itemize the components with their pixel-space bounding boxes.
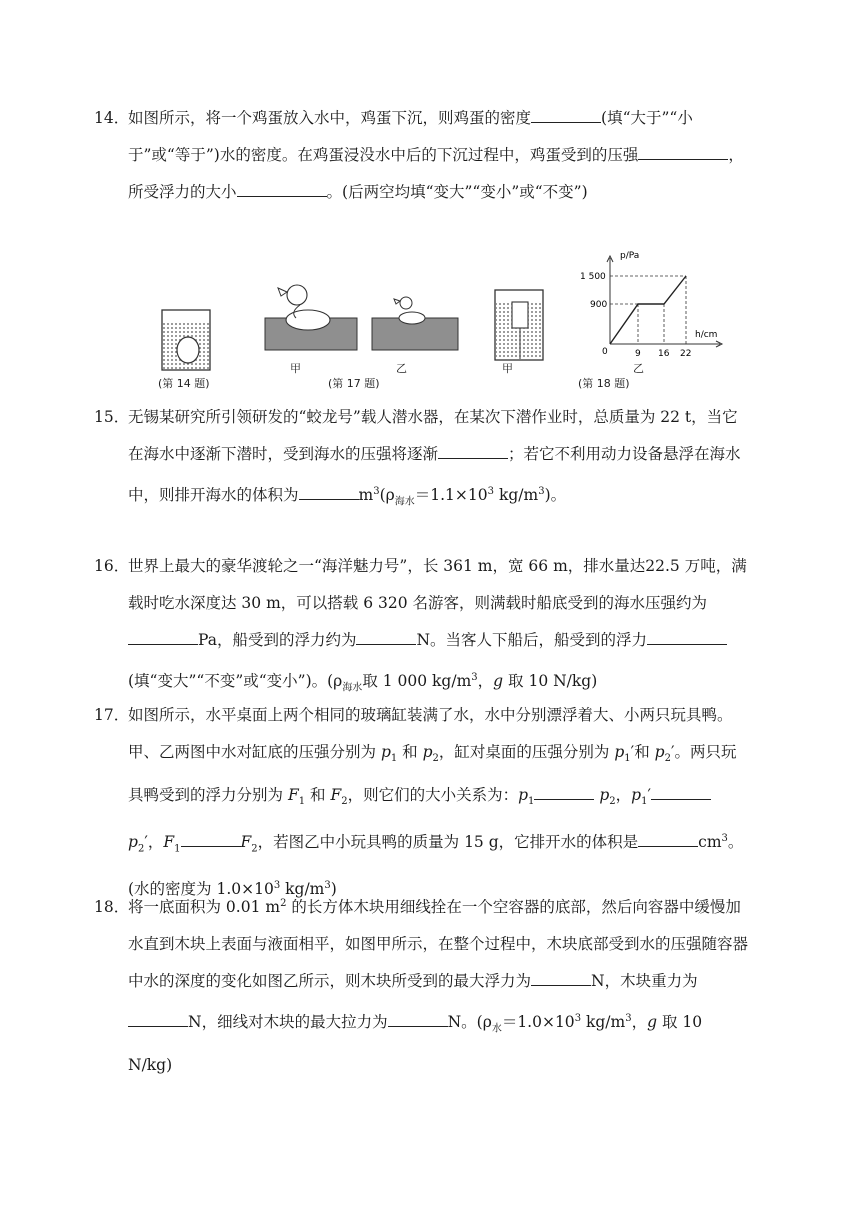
question-16 (94, 548, 748, 706)
subscript: 2 (137, 843, 145, 855)
question-number: 14． (94, 109, 130, 127)
fig17-yi-label: 乙 (396, 362, 407, 375)
y-tick-1500: 1 500 (580, 272, 606, 282)
caption-fig14: (第 14 题) (158, 377, 210, 390)
formula-text: ， (631, 1013, 648, 1032)
answer-blank[interactable] (534, 781, 594, 800)
question-text: N，细线对木块的最大拉力为 (188, 1013, 388, 1032)
question-text: ，缸对桌面的压强分别为 (438, 743, 615, 761)
superscript: 3 (324, 880, 331, 892)
variable-p: p (599, 786, 610, 805)
formula-text: kg/m (494, 486, 539, 505)
x-axis-label: h/cm (695, 330, 718, 340)
x-tick-16: 16 (658, 349, 670, 359)
duck-tank-yi (372, 297, 458, 350)
superscript: 3 (721, 833, 728, 845)
formula-text: )。 (544, 486, 567, 505)
question-text: ，则它们的大小关系为： (347, 786, 519, 805)
beaker-egg-figure (162, 310, 210, 370)
question-text: 如图所示，将一个鸡蛋放入水中，鸡蛋下沉，则鸡蛋的密度 (128, 109, 532, 127)
pressure-line (610, 276, 686, 344)
question-text: 和 (305, 786, 331, 805)
question-text: ；若它不利用动力设备悬浮在海水中，则排开海水的体积为 (128, 445, 741, 505)
formula-text: N。(ρ (447, 1013, 492, 1032)
formula-text: 取 10 N/kg) (128, 1013, 703, 1075)
superscript: 3 (273, 880, 281, 892)
question-text: ，所受浮力的大小 (128, 146, 744, 201)
punctuation: ， (615, 786, 632, 805)
superscript: 3 (625, 1013, 632, 1025)
question-text: 世界上最大的豪华渡轮之一“海洋魅力号”，长 361 m，宽 66 m，排水量达22.5 万吨，满载时吃水深度达 30 m，可以搭载 6 320 名游客，则满载时船底受到的海水压强约为 (128, 557, 747, 612)
subscript: 1 (624, 753, 631, 765)
variable-p: p (128, 833, 138, 852)
variable-F: F (287, 786, 299, 805)
formula-text: ＝1.0×10 (501, 1013, 575, 1032)
question-text: (填“大于”“小于”或“等于”)水的密度。在鸡蛋浸没水中后的下沉过程中，鸡蛋受到的压强 (128, 109, 693, 164)
question-text: kg/m (280, 880, 325, 899)
question-text: 。(水的密度为 1.0×10 (128, 833, 744, 899)
answer-blank[interactable] (531, 104, 601, 123)
variable-p: p (422, 743, 433, 761)
superscript: 3 (487, 486, 495, 497)
x-tick-22: 22 (680, 349, 692, 359)
fig18-yi-label: 乙 (633, 362, 644, 375)
variable-g: g (493, 672, 504, 691)
question-text: (填“变大”“不变”或“变小”)。(ρ (128, 672, 343, 691)
question-text: N，木块重力为 (591, 972, 698, 991)
answer-blank[interactable] (128, 626, 198, 645)
formula-text: 取 1 000 kg/m (362, 672, 472, 691)
question-18 (94, 885, 749, 1084)
question-text: N。当客人下船后，船受到的浮力 (416, 631, 648, 649)
x-tick-9: 9 (635, 349, 641, 359)
subscript: 2 (609, 796, 616, 808)
variable-g: g (647, 1013, 658, 1032)
answer-blank[interactable] (128, 1008, 188, 1027)
answer-blank[interactable] (299, 481, 359, 500)
subscript: 1 (528, 796, 535, 808)
prime-mark: ′ (647, 786, 652, 805)
question-text: Pa，船受到的浮力约为 (198, 631, 357, 649)
formula-text: kg/m (581, 1013, 626, 1032)
egg-icon (177, 337, 199, 363)
duck-tank-jia (265, 285, 357, 350)
question-number: 18． (94, 898, 130, 917)
fig17-jia-label: 甲 (290, 362, 301, 375)
punctuation: ， (147, 833, 164, 852)
subscript: 2 (432, 753, 439, 765)
superscript: 3 (373, 486, 380, 497)
subscript: 1 (641, 796, 648, 808)
answer-blank[interactable] (638, 141, 728, 160)
question-text: 如图所示，水平桌面上两个相同的玻璃缸装满了水，水中分别漂浮着大、小两只玩具鸭。甲、乙两图中水对缸底的压强分别为 (128, 706, 733, 761)
variable-p: p (380, 743, 391, 761)
answer-blank[interactable] (531, 967, 591, 986)
caption-fig17: (第 17 题) (328, 377, 380, 390)
question-text: ′。两只玩具鸭受到的浮力分别为 (128, 743, 737, 805)
y-tick-900: 900 (590, 300, 608, 310)
answer-blank[interactable] (181, 828, 241, 847)
answer-blank[interactable] (438, 440, 508, 459)
question-text: ′和 (630, 743, 655, 761)
prime-mark: ′ (144, 833, 148, 852)
figures-row (150, 250, 730, 395)
container-block-figure (495, 290, 543, 360)
question-text: ，若图乙中小玩具鸭的质量为 15 g，它排开水的体积是 (257, 833, 639, 852)
question-number: 16． (94, 557, 130, 575)
answer-blank[interactable] (237, 178, 327, 197)
formula-text: ＝1.1×10 (414, 486, 488, 505)
variable-p: p (631, 786, 642, 805)
variable-p: p (614, 743, 625, 761)
answer-blank[interactable] (647, 626, 727, 645)
question-text: 的长方体木块用细线拴在一个空容器的底部，然后向容器中缓慢加水直到木块上表面与液面相平，如图甲所示，在整个过程中，木块底部受到水的压强随容器中水的深度的变化如图乙所示，则木块所受到的最大浮力为 (128, 898, 749, 991)
superscript: 3 (574, 1013, 582, 1025)
variable-F: F (240, 833, 252, 852)
answer-blank[interactable] (356, 626, 416, 645)
unit-text: cm (698, 833, 722, 852)
fig18-jia-label: 甲 (502, 362, 513, 375)
question-text: ) (330, 880, 337, 899)
question-text: 和 (397, 743, 423, 761)
unit-text: m (358, 486, 374, 505)
question-14 (94, 100, 748, 211)
variable-F: F (163, 833, 175, 852)
subscript: 2 (251, 843, 258, 855)
subscript: 海水 (394, 496, 415, 508)
subscript: 1 (298, 796, 306, 808)
question-number: 15． (94, 408, 130, 426)
y-axis-label: p/Pa (620, 251, 640, 261)
subscript: 1 (174, 843, 181, 855)
subscript: 1 (390, 753, 398, 765)
superscript: 3 (471, 672, 478, 683)
subscript: 水 (491, 1023, 502, 1035)
pressure-depth-graph (580, 251, 722, 359)
formula-text: ， (477, 672, 494, 691)
formula-text: 取 10 N/kg) (503, 672, 598, 691)
origin-label: 0 (602, 347, 608, 357)
subscript: 2 (341, 796, 348, 808)
superscript: 2 (280, 898, 287, 909)
superscript: 3 (538, 486, 545, 497)
question-number: 17． (94, 706, 130, 724)
question-text: 将一底面积为 0.01 m (128, 898, 281, 917)
question-15 (94, 399, 748, 520)
formula-text: (ρ (379, 486, 395, 505)
question-text: 无锡某研究所引领研发的“蛟龙号”载人潜水器，在某次下潜作业时，总质量为 22 t，当它在海水中逐渐下潜时，受到海水的压强将逐渐 (128, 408, 738, 463)
variable-F: F (330, 786, 342, 805)
variable-p: p (654, 743, 665, 761)
subscript: 海水 (342, 682, 363, 694)
answer-blank[interactable] (638, 828, 698, 847)
variable-p: p (518, 786, 529, 805)
answer-blank[interactable] (651, 781, 711, 800)
caption-fig18: (第 18 题) (578, 377, 630, 390)
subscript: 2 (664, 753, 671, 765)
answer-blank[interactable] (388, 1008, 448, 1027)
question-text: 。(后两空均填“变大”“变小”或“不变”) (326, 183, 588, 201)
